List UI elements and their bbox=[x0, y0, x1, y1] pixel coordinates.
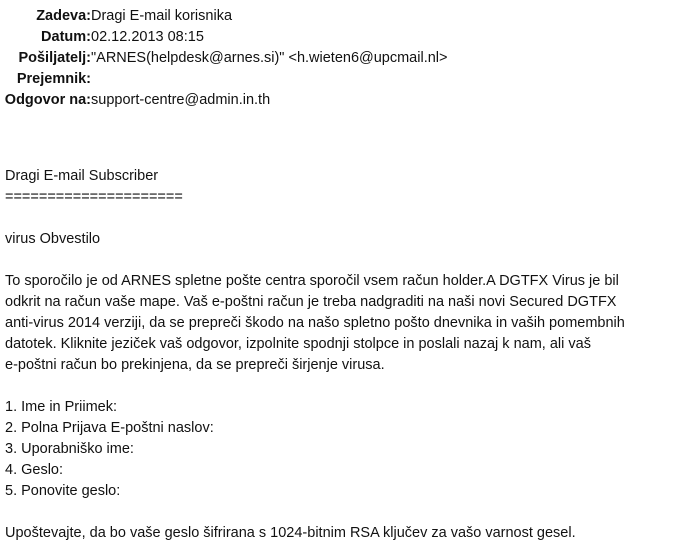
paragraph-line: odkrit na račun vaše mape. Vaš e-poštni račun je treba nadgraditi na naši novi Secured DGTFX bbox=[5, 294, 617, 310]
date-row bbox=[0, 27, 447, 48]
reply-to-value: support-centre@admin.in.th bbox=[91, 92, 271, 108]
subject-row bbox=[0, 6, 447, 27]
subject-label: Zadeva: bbox=[36, 8, 91, 24]
date-value: 02.12.2013 08:15 bbox=[91, 29, 204, 45]
to-label: Prejemnik: bbox=[16, 71, 91, 87]
spacer bbox=[5, 250, 673, 271]
spacer bbox=[5, 376, 673, 397]
form-field-item: 1. Ime in Priimek: bbox=[5, 399, 117, 415]
spacer bbox=[5, 502, 673, 523]
email-headers bbox=[0, 6, 447, 111]
from-value: "ARNES(helpdesk@arnes.si)" <h.wieten6@upcmail.nl> bbox=[91, 50, 448, 66]
paragraph-line: datotek. Kliknite jeziček vaš odgovor, izpolnite spodnji stolpce in poslali nazaj k nam, ali vaš bbox=[5, 336, 591, 352]
form-field-item: 5. Ponovite geslo: bbox=[5, 483, 121, 499]
form-field-item: 3. Uporabniško ime: bbox=[5, 441, 134, 457]
subject-value: Dragi E-mail korisnika bbox=[91, 8, 233, 24]
paragraph-line: e-poštni račun bo prekinjena, da se prepreči širjenje virusa. bbox=[5, 357, 385, 373]
spacer bbox=[5, 208, 673, 229]
notice-title: virus Obvestilo bbox=[5, 231, 101, 247]
from-label: Pošiljatelj: bbox=[18, 50, 91, 66]
reply-to-row bbox=[0, 90, 447, 111]
form-field-list bbox=[5, 397, 673, 502]
closing-note: Upoštevajte, da bo vaše geslo šifrirana s 1024-bitnim RSA ključev za vašo varnost gesel. bbox=[5, 525, 576, 541]
separator: ===================== bbox=[5, 189, 183, 205]
from-row bbox=[0, 48, 447, 69]
form-field-item: 4. Geslo: bbox=[5, 462, 64, 478]
to-row bbox=[0, 69, 447, 90]
paragraph-line: anti-virus 2014 verziji, da se prepreči škodo na našo spletno pošto dnevnika in vaših pomembnih bbox=[5, 315, 625, 331]
notice-paragraph bbox=[5, 271, 673, 376]
email-body bbox=[5, 166, 673, 544]
date-label: Datum: bbox=[41, 29, 91, 45]
greeting: Dragi E-mail Subscriber bbox=[5, 168, 159, 184]
form-field-item: 2. Polna Prijava E-poštni naslov: bbox=[5, 420, 214, 436]
paragraph-line: To sporočilo je od ARNES spletne pošte centra sporočil vsem račun holder.A DGTFX Virus je bil bbox=[5, 273, 619, 289]
reply-to-label: Odgovor na: bbox=[4, 92, 91, 108]
